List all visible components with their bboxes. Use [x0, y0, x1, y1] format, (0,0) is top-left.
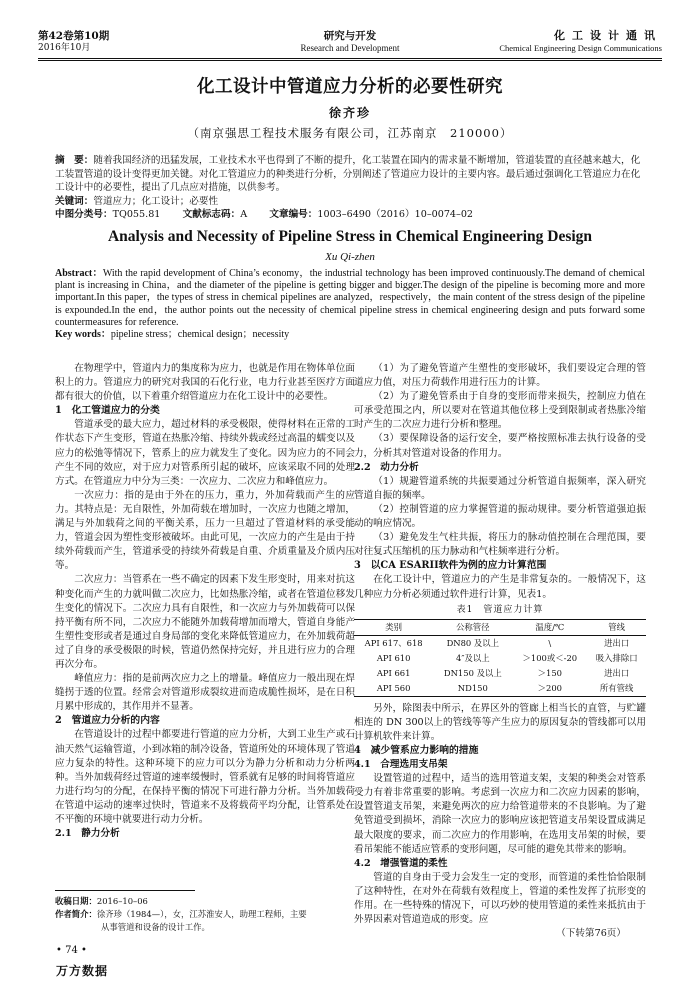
subsection-heading-4-2: 4.2 增强管道的柔性 — [354, 857, 448, 869]
abstract-cn-body — [55, 154, 645, 195]
abstract-cn-label: 摘 要： — [55, 155, 94, 166]
table-cell: ＞200 — [512, 681, 587, 697]
body-column-left — [55, 362, 355, 841]
table-caption: 表1 管道应力计算 — [456, 604, 544, 615]
bio-label: 作者简介： — [55, 909, 97, 919]
keywords-en-text: pipeline stress；chemical design；necessity — [110, 329, 290, 341]
volume-issue: 第42卷第10期 — [38, 30, 110, 42]
author-bio-cont: 从事管道和设备的设计工作。 — [101, 922, 210, 932]
article-value: 1003–6490（2016）10–0074–02 — [317, 209, 474, 220]
header-rule — [38, 58, 662, 59]
received-label: 收稿日期： — [55, 896, 97, 906]
paragraph: 一次应力：指的是由于外在的压力，重力，外加荷载而产生的应力。其特点是：无自限性，外加荷载在增加时，一次应力也随之增加，满足与外加载荷之间的平衡关系，压力一旦超过了管道材料的承受能力，管道会因为塑性变形被破坏。由此可见，一次应力的产生是由于持续外荷载而产生，管道承受的持续外荷载是自重、介质重量及介质内压等。 — [55, 489, 355, 572]
wanfang-watermark: 万方数据 — [56, 964, 109, 978]
paragraph: 峰值应力：指的是前两次应力之上的增量。峰值应力一般出现在焊缝拐于透的位置。经常会对管道形成裂纹进而造成脆性损坏，是在日积月累中形成的，其作用并不显著。 — [55, 673, 355, 713]
keywords-cn-text: 管道应力；化工设计；必要性 — [93, 195, 219, 207]
subsection-heading-2-1: 2.1 静力分析 — [55, 828, 120, 840]
author-cn: 徐齐珍 — [328, 106, 371, 120]
running-header — [38, 30, 662, 58]
table-cell: 进出口 — [604, 667, 630, 678]
stress-calc-table — [354, 619, 646, 697]
table-header-cell: 类别 — [354, 619, 433, 635]
paragraph: 管道承受的最大应力，超过材料的承受极限，使得材料在正常的工作状态下产生变形，管道在热胀冷缩、持续外载或经过高温的蠕变以及应力的松弛等情况下，管系上的应力就发生了变化。因为应力的不同会产生不同的效应，对于应力对管系所引起的破坏，应该采取不同的处理方式。在管道应力中分为三类：一次应力、二次应力和峰值应力。 — [55, 419, 355, 487]
table-header-cell: 管线 — [587, 619, 646, 635]
body-column-right — [354, 362, 646, 941]
paragraph: （2）为了避免管系由于自身的变形而带来损失，控制应力值在可承受范围之内，所以要对在管道其他位移上受到限制或者热胀冷缩时产生的二次应力进行分析和整理。 — [354, 391, 646, 431]
abstract-en-label: Abstract： — [55, 268, 103, 279]
section-en: Research and Development — [300, 43, 400, 53]
table-cell: DN80 及以上 — [446, 637, 500, 648]
abstract-en-text: With the rapid development of China’s economy，the industrial technology has been improved continuously.The demand of chemical plant is increasing in China，and the diameter of the pipeline is getting bigger and bigger.The design of the pipeline is becoming more and more important.In this paper，the types of stress in chemical pipelines are analyzed，respectively，the main content of the stress design of the pipeline is expounded.In the end，the author points out the necessity of chemical pipeline stress in chemical engineering design and puts forward some countermeasures for reference. — [55, 268, 645, 328]
paragraph: （1）规避管道系统的共振要通过分析管道自振频率，深入研究管道自振的频率。 — [354, 475, 646, 501]
paragraph: 另外，除图表中所示，在界区外的管廊上相当长的直管，与贮罐相连的 DN 300以上的管线等等产生应力的原因复杂的管线都可以用计算机软件来计算。 — [354, 702, 646, 742]
keywords-cn — [55, 195, 645, 209]
section-heading-3: 3 以CA ESARII软件为例的应力计算范围 — [354, 560, 547, 572]
footnote-rule — [55, 890, 195, 891]
keywords-en-label: Key words： — [55, 329, 111, 341]
paragraph: 在管道设计的过程中都要进行管道的应力分析，大到工业生产或石油天然气运输管道，小到冰箱的制冷设备，管道所处的环境体现了管道应力复杂的特性。这种环境下的应力可以分为静力分析和动力分析两种。当外加载荷经过管道的速率缓慢时，管系就有足够的时间将管道应力进行均匀的分配，在保持平衡的情况下可进行静力分析。当外加载荷在管道中运动的速率过快时，管道来不及将载荷平均分配，让管系处在不平衡的环境中就要进行动力分析。 — [55, 729, 355, 825]
footnote — [55, 895, 355, 934]
paragraph: 设置管道的过程中，适当的选用管道支架，支架的种类会对管系受力有着非常重要的影响。考虑到一次应力和二次应力因素的影响，设置管道支吊架，来避免两次的应力给管道带来的不良影响。为了避免管道受到损坏，消除一次应力的影响应该把管道支吊架设置成满足最大限度的要求，而二次应力的作用影响，在选用支吊架的时候，要看吊架能不能适应管系的变形问题，尽可能的避免其带来的影响。 — [354, 773, 646, 855]
abstract-en — [55, 268, 645, 341]
section-cn: 研究与开发 — [323, 30, 377, 42]
paragraph: （2）控制管道的应力掌握管道的振动规律。要分析管道强迫振动的响应情况。 — [354, 503, 646, 530]
paragraph: 二次应力：当管系在一些不确定的因素下发生形变时，用来对抗这种变化而产生的力就叫做二次应力，比如热胀冷缩，或者在管道位移发生变化的情况下。二次应力具有自限性，和一次应力与外加载荷可以保持平衡有所不同，二次应力不能随外加载荷增加而增大，管道自身能产生塑性变形或者是通过自身局部的变化来降低管道应力，在外加载荷超过了自身的承受极限的时候，管道仍然保持完好，并且进行应力的合理再次分布。 — [55, 574, 355, 670]
class-value: TQ055.81 — [112, 209, 161, 220]
abstract-cn-text: 随着我国经济的迅猛发展，工业技术水平也得到了不断的提升，化工装置在国内的需求量不断增加，管道装置的直径越来越大，化工装置管道的设计变得更加关键。对化工管道应力的种类进行分析，分别阐述了管道应力设计的主要内容。最后通过强调化工管道应力在化工设计中的必要性，提出了几点应对措施，以供参考。 — [55, 155, 641, 193]
abstract-en-body — [55, 268, 645, 329]
page-number: • 74 • — [56, 945, 87, 956]
class-label: 中图分类号： — [55, 209, 113, 220]
table-cell: 4″及以上 — [456, 652, 490, 663]
table-cell: 进出口 — [604, 637, 630, 648]
table-cell: ＞150 — [537, 667, 562, 678]
table-cell: ND150 — [433, 681, 512, 697]
keywords-en — [55, 329, 645, 341]
keywords-cn-label: 关键词： — [55, 195, 94, 207]
table-cell: \ — [548, 637, 552, 648]
table-header-cell: 公称管径 — [433, 619, 512, 635]
journal-en: Chemical Engineering Design Communications — [499, 43, 662, 53]
table-cell: ＞100或＜-20 — [522, 652, 578, 663]
table-cell: 所有管线 — [587, 681, 646, 697]
bio-text: 徐齐珍（1984—），女，江苏淮安人，助理工程师，主要 — [96, 909, 307, 919]
received-value: 2016–10–06 — [96, 896, 148, 906]
classification-line — [55, 208, 645, 222]
table-row — [354, 651, 646, 666]
table-cell: API 560 — [354, 681, 433, 697]
author-en: Xu Qi-zhen — [325, 251, 375, 263]
journal-info — [499, 30, 662, 54]
journal-cn: 化工设计通讯 — [554, 29, 662, 42]
abstract-cn — [55, 154, 645, 222]
table-cell: 吸入排除口 — [595, 652, 638, 663]
table-cell: API 617、618 — [364, 637, 423, 648]
article-label: 文章编号： — [269, 209, 318, 220]
paragraph: （1）为了避免管道产生塑性的变形破坏，我们要设定合理的管道应力值，对压力荷载作用进行压力的计算。 — [354, 363, 646, 389]
affiliation-cn: （南京强思工程技术服务有限公司，江苏南京 210000） — [187, 126, 513, 140]
doc-label: 文献标志码： — [182, 209, 241, 220]
header-rule-thin — [38, 60, 662, 61]
received-date — [55, 895, 355, 908]
table-cell: API 610 — [376, 652, 411, 663]
paragraph: （3）避免发生气柱共振，将压力的脉动值控制在合理范围，要对往复式压缩机的压力脉动和气柱频率进行分析。 — [354, 532, 646, 558]
paper-title-cn: 化工设计中管道应力分析的必要性研究 — [197, 77, 503, 97]
section-heading-2: 2 管道应力分析的内容 — [55, 715, 160, 727]
table-cell: DN150 及以上 — [443, 667, 502, 678]
section-heading-4: 4 减少管系应力影响的措施 — [354, 744, 479, 756]
doc-value: A — [240, 209, 248, 220]
paragraph: 在化工设计中，管道应力的产生是非常复杂的。一般情况下，这几种应力分析必须通过软件进行计算，见表1。 — [354, 574, 646, 600]
intro-paragraph: 在物理学中，管道内力的集度称为应力，也就是作用在物体单位面积上的力。管道应力的研究对我国的石化行业，电力行业甚至医疗方面都有很大的价值，以下着重介绍管道应力在化工设计中的必要性。 — [55, 363, 355, 403]
table-row — [354, 635, 646, 651]
section-heading-1: 1 化工管道应力的分类 — [55, 405, 160, 417]
continued-note: （下转第76页） — [556, 928, 626, 940]
table-header-row — [354, 619, 646, 635]
paragraph: 管道的自身由于受力会发生一定的变形，而管道的柔性恰恰限制了这种特性，在对外在荷载有效程度上，管道的柔性发挥了抗形变的作用。在一些特殊的情况下，可以巧妙的使用管道的柔性来抵抗由于外界因素对管道造成的形变。应 — [354, 871, 646, 926]
table-header-cell: 温度/℃ — [512, 619, 587, 635]
subsection-heading-4-1: 4.1 合理选用支吊架 — [354, 759, 448, 771]
table-row — [354, 681, 646, 697]
subsection-heading-2-2: 2.2 动力分析 — [354, 461, 419, 473]
paragraph: （3）要保障设备的运行安全，要严格按照标准去执行设备的受力，分析其对管道对设备的作用力。 — [354, 433, 646, 459]
issue-date: 2016年10月 — [38, 43, 91, 53]
paper-title-en: Analysis and Necessity of Pipeline Stress in Chemical Engineering Design — [107, 228, 593, 245]
author-bio — [55, 908, 355, 921]
table-row — [354, 666, 646, 681]
table-cell: API 661 — [376, 667, 411, 678]
